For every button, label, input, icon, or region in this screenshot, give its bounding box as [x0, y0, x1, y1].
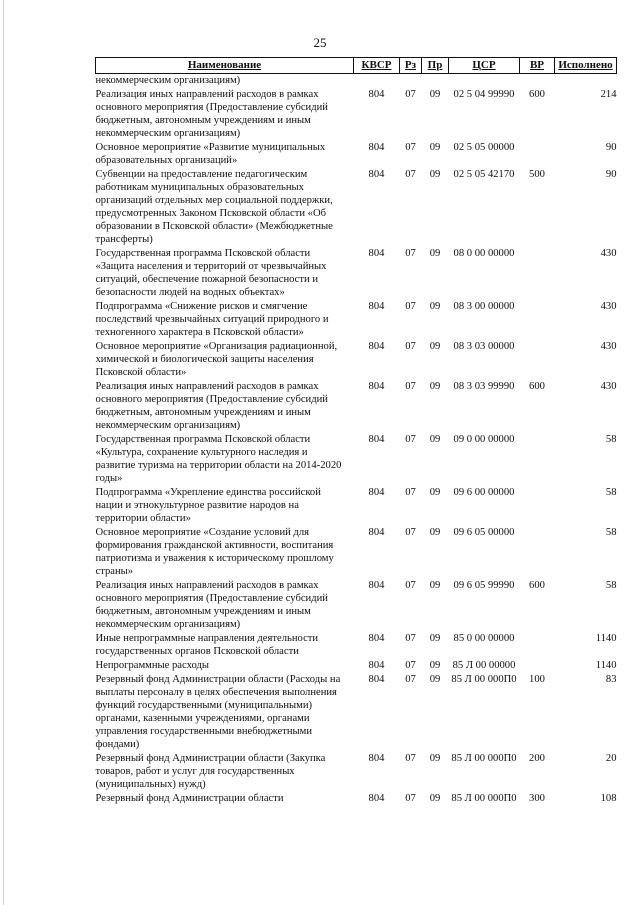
cell-vr	[520, 74, 555, 89]
cell-kvsr: 804	[368, 793, 385, 804]
cell-executed: 58	[605, 487, 617, 498]
cell-pr: 09	[429, 527, 441, 538]
cell-executed: 58	[605, 434, 617, 445]
cell-name: Основное мероприятие «Развитие муниципальных образовательных организаций»	[95, 142, 326, 166]
cell-csr: 09 6 05 99990	[453, 580, 515, 591]
table-row	[96, 673, 617, 752]
cell-kvsr: 804	[368, 633, 385, 644]
cell-pr	[422, 74, 449, 89]
cell-kvsr: 804	[368, 753, 385, 764]
cell-name: Государственная программа Псковской области «Культура, сохранение культурного наследия и развитие туризма на территории области на 2014-2020 годы»	[95, 434, 342, 484]
cell-vr: 200	[529, 753, 545, 764]
cell-rz: 07	[405, 527, 416, 538]
page-number: 25	[313, 35, 327, 50]
cell-rz: 07	[405, 341, 416, 352]
cell-executed: 1140	[595, 660, 617, 671]
cell-csr: 08 0 00 00000	[453, 248, 515, 259]
cell-rz: 07	[405, 301, 416, 312]
cell-kvsr: 804	[368, 580, 385, 591]
cell-vr: 300	[529, 793, 545, 804]
cell-name: Резервный фонд Администрации области (Расходы на выплаты персоналу в целях обеспечения выполнения функций государственными (муниципальными) органами, казенными учреждениями, органами управления государственными внебюджетными фондами)	[95, 674, 341, 750]
cell-name: Подпрограмма «Укрепление единства российской нации и этнокультурное развитие народов на территории области»	[95, 487, 321, 524]
cell-vr	[520, 433, 555, 486]
cell-csr: 09 0 00 00000	[453, 434, 515, 445]
cell-name: Иные непрограммные направления деятельности государственных органов Псковской области	[95, 633, 319, 657]
cell-kvsr: 804	[368, 434, 385, 445]
table-header-row	[96, 58, 617, 74]
cell-executed: 90	[605, 169, 617, 180]
table-row	[96, 752, 617, 792]
cell-rz	[400, 74, 422, 89]
cell-name: Субвенции на предоставление педагогическим работникам муниципальных образовательных организаций отдельных мер социальной поддержки, предусмотренных Законом Псковской области «Об образовании в Псковской области» (Межбюджетные трансферты)	[95, 169, 333, 245]
cell-executed: 430	[600, 301, 617, 312]
table-row	[96, 74, 617, 89]
cell-pr: 09	[429, 142, 441, 153]
table-row	[96, 247, 617, 300]
table-row	[96, 88, 617, 141]
table-row	[96, 792, 617, 806]
cell-csr: 02 5 05 42170	[453, 169, 515, 180]
cell-vr: 600	[529, 381, 545, 392]
cell-name: Непрограммные расходы	[95, 660, 209, 671]
cell-csr: 09 6 05 00000	[453, 527, 515, 538]
cell-executed: 108	[600, 793, 617, 804]
cell-kvsr: 804	[368, 674, 385, 685]
cell-csr: 08 3 00 00000	[453, 301, 515, 312]
header-name: Наименование	[96, 58, 354, 74]
cell-kvsr: 804	[368, 487, 385, 498]
cell-csr	[449, 74, 520, 89]
cell-kvsr	[354, 74, 400, 89]
cell-kvsr: 804	[368, 660, 385, 671]
cell-csr: 08 3 03 99990	[453, 381, 515, 392]
cell-rz: 07	[405, 753, 416, 764]
cell-rz: 07	[405, 633, 416, 644]
cell-vr	[520, 141, 555, 168]
page-edge-line	[3, 0, 4, 905]
cell-executed: 83	[605, 674, 617, 685]
cell-rz: 07	[405, 580, 416, 591]
cell-pr: 09	[429, 89, 441, 100]
cell-rz: 07	[405, 674, 416, 685]
cell-vr	[520, 632, 555, 659]
cell-kvsr: 804	[368, 89, 385, 100]
cell-pr: 09	[429, 487, 441, 498]
cell-pr: 09	[429, 381, 441, 392]
cell-vr	[520, 247, 555, 300]
cell-name: некоммерческим организациям)	[95, 75, 241, 86]
table-row	[96, 433, 617, 486]
header-pr: Пр	[422, 58, 449, 74]
cell-executed: 58	[605, 580, 617, 591]
cell-rz: 07	[405, 660, 416, 671]
cell-kvsr: 804	[368, 527, 385, 538]
cell-rz: 07	[405, 169, 416, 180]
cell-rz: 07	[405, 248, 416, 259]
cell-csr: 02 5 04 99990	[453, 89, 515, 100]
header-csr: ЦСР	[449, 58, 520, 74]
cell-vr	[520, 659, 555, 673]
cell-name: Реализация иных направлений расходов в рамках основного мероприятия (Предоставление субсидий бюджетным, автономным учреждениям и иным некоммерческим организациям)	[95, 89, 328, 139]
table-row	[96, 141, 617, 168]
cell-csr: 08 3 03 00000	[453, 341, 515, 352]
budget-table	[95, 57, 617, 806]
cell-kvsr: 804	[368, 248, 385, 259]
cell-pr: 09	[429, 248, 441, 259]
cell-name: Подпрограмма «Снижение рисков и смягчение последствий чрезвычайных ситуаций природного и техногенного характера в Псковской области»	[95, 301, 329, 338]
cell-kvsr: 804	[368, 341, 385, 352]
cell-rz: 07	[405, 434, 416, 445]
cell-executed	[555, 74, 617, 89]
table-row	[96, 659, 617, 673]
table-row	[96, 300, 617, 340]
cell-pr: 09	[429, 580, 441, 591]
cell-csr: 85 Л 00 00000	[452, 660, 516, 671]
cell-pr: 09	[429, 633, 441, 644]
cell-name: Государственная программа Псковской области «Защита населения и территорий от чрезвычайных ситуаций, обеспечение пожарной безопасности и безопасности людей на водных объектах»	[95, 248, 327, 298]
table-row	[96, 526, 617, 579]
cell-pr: 09	[429, 674, 441, 685]
cell-executed: 20	[605, 753, 617, 764]
cell-vr	[520, 486, 555, 526]
cell-executed: 430	[600, 341, 617, 352]
cell-vr: 600	[529, 89, 545, 100]
cell-pr: 09	[429, 169, 441, 180]
table-row	[96, 486, 617, 526]
cell-vr	[520, 526, 555, 579]
cell-executed: 214	[600, 89, 617, 100]
cell-pr: 09	[429, 753, 441, 764]
cell-pr: 09	[429, 660, 441, 671]
cell-rz: 07	[405, 89, 416, 100]
cell-name: Резервный фонд Администрации области	[95, 793, 284, 804]
cell-name: Резервный фонд Администрации области (Закупка товаров, работ и услуг для государственных (муниципальных) нужд)	[95, 753, 326, 790]
cell-kvsr: 804	[368, 142, 385, 153]
header-executed: Исполнено	[555, 58, 617, 74]
table-row	[96, 579, 617, 632]
cell-kvsr: 804	[368, 381, 385, 392]
table-row	[96, 380, 617, 433]
cell-rz: 07	[405, 487, 416, 498]
cell-vr: 100	[529, 674, 545, 685]
table-row	[96, 632, 617, 659]
cell-pr: 09	[429, 341, 441, 352]
header-vr: ВР	[520, 58, 555, 74]
header-kvsr: КВСР	[354, 58, 400, 74]
cell-csr: 85 Л 00 000П0	[451, 793, 517, 804]
cell-executed: 90	[605, 142, 617, 153]
cell-vr	[520, 300, 555, 340]
cell-csr: 09 6 00 00000	[453, 487, 515, 498]
cell-name: Реализация иных направлений расходов в рамках основного мероприятия (Предоставление субсидий бюджетным, автономным учреждениям и иным некоммерческим организациям)	[95, 381, 328, 431]
cell-csr: 85 Л 00 000П0	[451, 674, 517, 685]
cell-name: Реализация иных направлений расходов в рамках основного мероприятия (Предоставление субсидий бюджетным, автономным учреждениям и иным некоммерческим организациям)	[95, 580, 328, 630]
cell-executed: 430	[600, 248, 617, 259]
cell-csr: 85 Л 00 000П0	[451, 753, 517, 764]
cell-pr: 09	[429, 434, 441, 445]
cell-kvsr: 804	[368, 169, 385, 180]
header-rz: Рз	[400, 58, 422, 74]
table-body	[96, 74, 617, 807]
cell-pr: 09	[429, 793, 441, 804]
cell-executed: 430	[600, 381, 617, 392]
cell-csr: 85 0 00 00000	[453, 633, 515, 644]
cell-rz: 07	[405, 793, 416, 804]
cell-name: Основное мероприятие «Создание условий для формирования гражданской активности, воспитания патриотизма и уважения к историческому прошлому страны»	[95, 527, 334, 577]
table-row	[96, 168, 617, 247]
cell-name: Основное мероприятие «Организация радиационной, химической и биологической защиты населения Псковской области»	[95, 341, 338, 378]
cell-executed: 1140	[595, 633, 617, 644]
cell-kvsr: 804	[368, 301, 385, 312]
cell-vr: 500	[529, 169, 545, 180]
cell-vr	[520, 340, 555, 380]
cell-rz: 07	[405, 142, 416, 153]
cell-vr: 600	[529, 580, 545, 591]
cell-pr: 09	[429, 301, 441, 312]
cell-executed: 58	[605, 527, 617, 538]
table-row	[96, 340, 617, 380]
cell-rz: 07	[405, 381, 416, 392]
cell-csr: 02 5 05 00000	[453, 142, 515, 153]
